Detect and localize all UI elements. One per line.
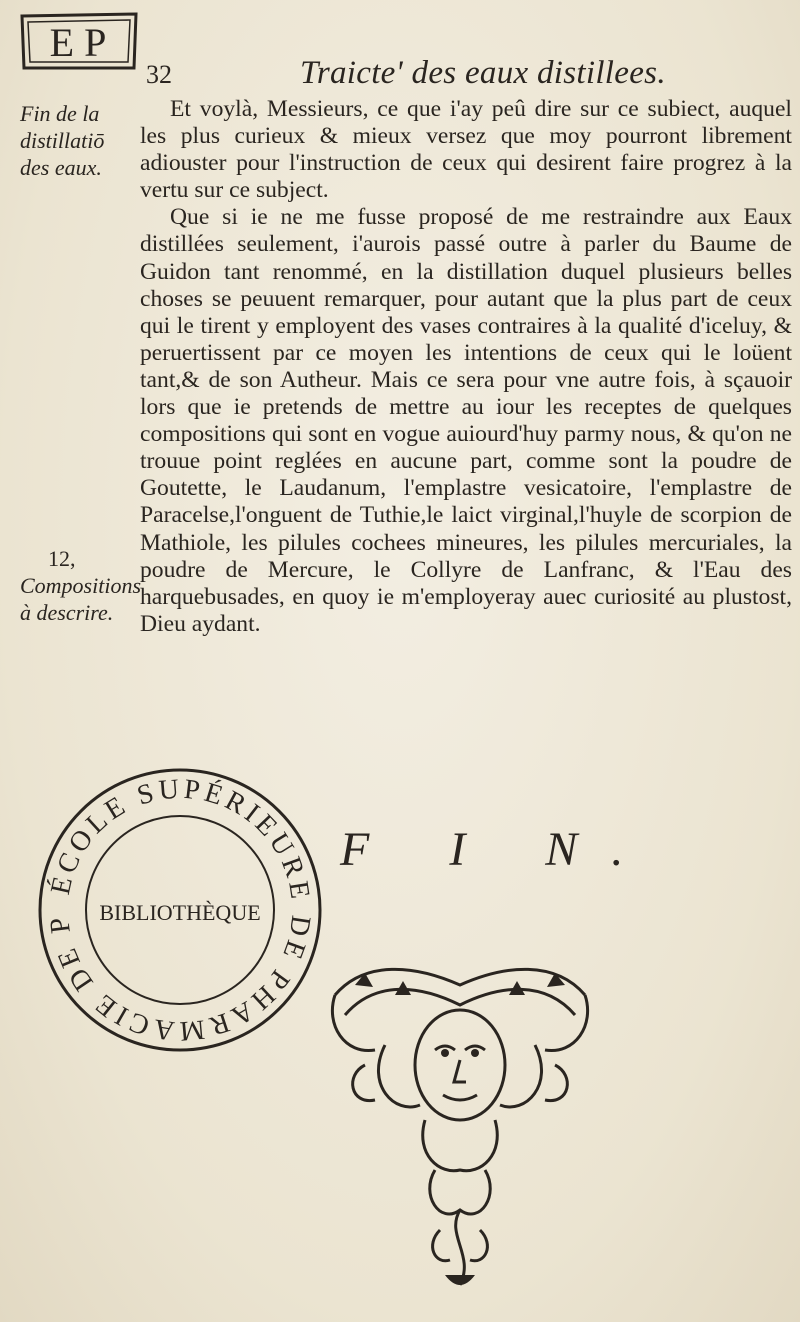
library-seal (30, 760, 330, 1060)
mascaron-ornament-icon (325, 955, 595, 1295)
seal-center-text: BIBLIOTHÈQUE (99, 900, 261, 925)
library-stamp-top (18, 10, 140, 72)
seal-ring-text: ÉCOLE SUPÉRIEURE DE PHARMACIE DE P (43, 773, 317, 1047)
paragraph-1: Et voylà, Messieurs, ce que i'ay peû dire sur ce subiect, auquel les plus curieux & mieux versez que moy pourront librement adiouster pour l'instruction de ceux qui desirent faire progrez à la vertu sur ce subject. (140, 96, 792, 204)
margin-note-compositions (20, 545, 142, 626)
stamp-frame-icon (18, 10, 140, 72)
stamp-letters: E P (49, 20, 107, 65)
paragraph-2: Que si ie ne me fusse proposé de me restraindre aux Eaux distillées seulement, i'aurois passé outre à parler du Baume de Guidon tant renommé, en la distillation duquel plusieurs belles choses se peuuent remarquer, pour autant que la plus part de ceux qui le tirent y employent des vases contraires à la qualité d'iceluy, & peruertissent par ce moyen les intentions de ceux qui le loüent tant,& de son Autheur. Mais ce sera pour vne autre fois, à sçauoir lors que ie pretends de mettre au iour les receptes de quelques compositions qui sont en vogue auiourd'huy parmy nous, & qu'on ne trouue point reglées en aucune part, comme sont la poudre de Goutette, le Laudanum, l'emplastre vesicatoire, l'emplastre de Paracelse,l'onguent de Tuthie,le laict virginal,l'huyle de scorpion de Mathiole, les pilules cochees mineures, les pilules mercuriales, la poudre de Mercure, le Collyre de Lanfranc, & l'Eau des harquebusades, en quoy ie m'employeray auec curiosité au plustost, Dieu aydant. (140, 204, 792, 637)
margin-note-text: Compositions à descrire. (20, 573, 142, 625)
body-text (140, 96, 792, 638)
margin-note-fin: Fin de la distillatiō des eaux. (20, 101, 105, 180)
margin-note-number: 12, (48, 546, 76, 571)
seal-icon (30, 760, 330, 1060)
page-number: 32 (146, 60, 172, 89)
tailpiece-ornament (325, 955, 595, 1295)
running-title: Traicte' des eaux distillees. (300, 55, 666, 91)
closing-fin: F I N. (340, 823, 658, 876)
